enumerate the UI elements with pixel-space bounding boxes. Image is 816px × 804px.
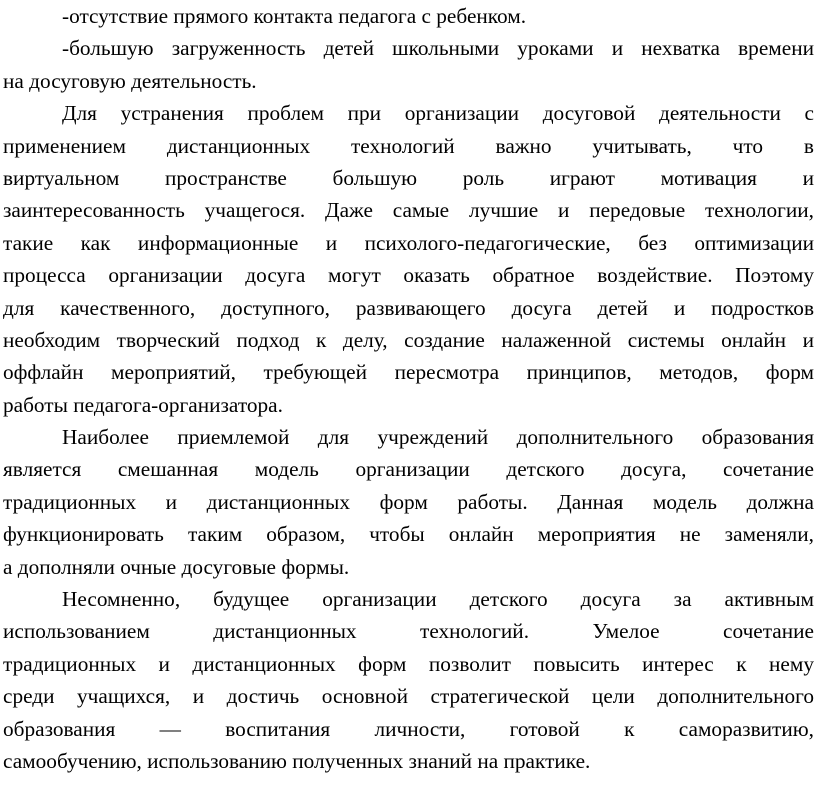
text-line: необходим творческий подход к делу, создание налаженной системы онлайн и [3,327,814,352]
text-line: на досуговую деятельность. [3,68,257,93]
text-line: оффлайн мероприятий, требующей пересмотра принципов, методов, форм [3,360,814,385]
text-line: заинтересованность учащегося. Даже самые лучшие и передовые технологии, [3,198,814,223]
text-line: такие как информационные и психолого-педагогические, без оптимизации [3,230,814,255]
paragraph [3,583,814,777]
text-line: -большую загруженность детей школьными уроками и нехватка времени [62,36,814,61]
paragraph [3,0,814,32]
text-line: использованием дистанционных технологий. Умелое сочетание [3,619,814,644]
text-line: самообучению, использованию полученных знаний на практике. [3,748,591,773]
text-line: традиционных и дистанционных форм работы. Данная модель должна [3,489,814,514]
text-line: Несомненно, будущее организации детского досуга за активным [62,587,814,612]
text-line: работы педагога-организатора. [3,392,283,417]
text-line: виртуальном пространстве большую роль играют мотивация и [3,165,814,190]
paragraph [3,421,814,583]
document-page [3,0,814,777]
paragraph [3,97,814,421]
text-line: образования — воспитания личности, готовой к саморазвитию, [3,716,814,741]
text-line: является смешанная модель организации детского досуга, сочетание [3,457,814,482]
text-line: применением дистанционных технологий важно учитывать, что в [3,133,814,158]
paragraph [3,32,814,97]
text-line: процесса организации досуга могут оказать обратное воздействие. Поэтому [3,263,814,288]
text-line: для качественного, доступного, развивающего досуга детей и подростков [3,295,814,320]
text-line: -отсутствие прямого контакта педагога с ребенком. [62,4,527,28]
text-line: функционировать таким образом, чтобы онлайн мероприятия не заменяли, [3,522,814,547]
text-line: Наиболее приемлемой для учреждений дополнительного образования [62,425,814,450]
text-line: традиционных и дистанционных форм позволит повысить интерес к нему [3,651,814,676]
text-line: среди учащихся, и достичь основной стратегической цели дополнительного [3,684,814,709]
text-line: Для устранения проблем при организации досуговой деятельности с [62,101,814,126]
text-line: а дополняли очные досуговые формы. [3,554,350,579]
